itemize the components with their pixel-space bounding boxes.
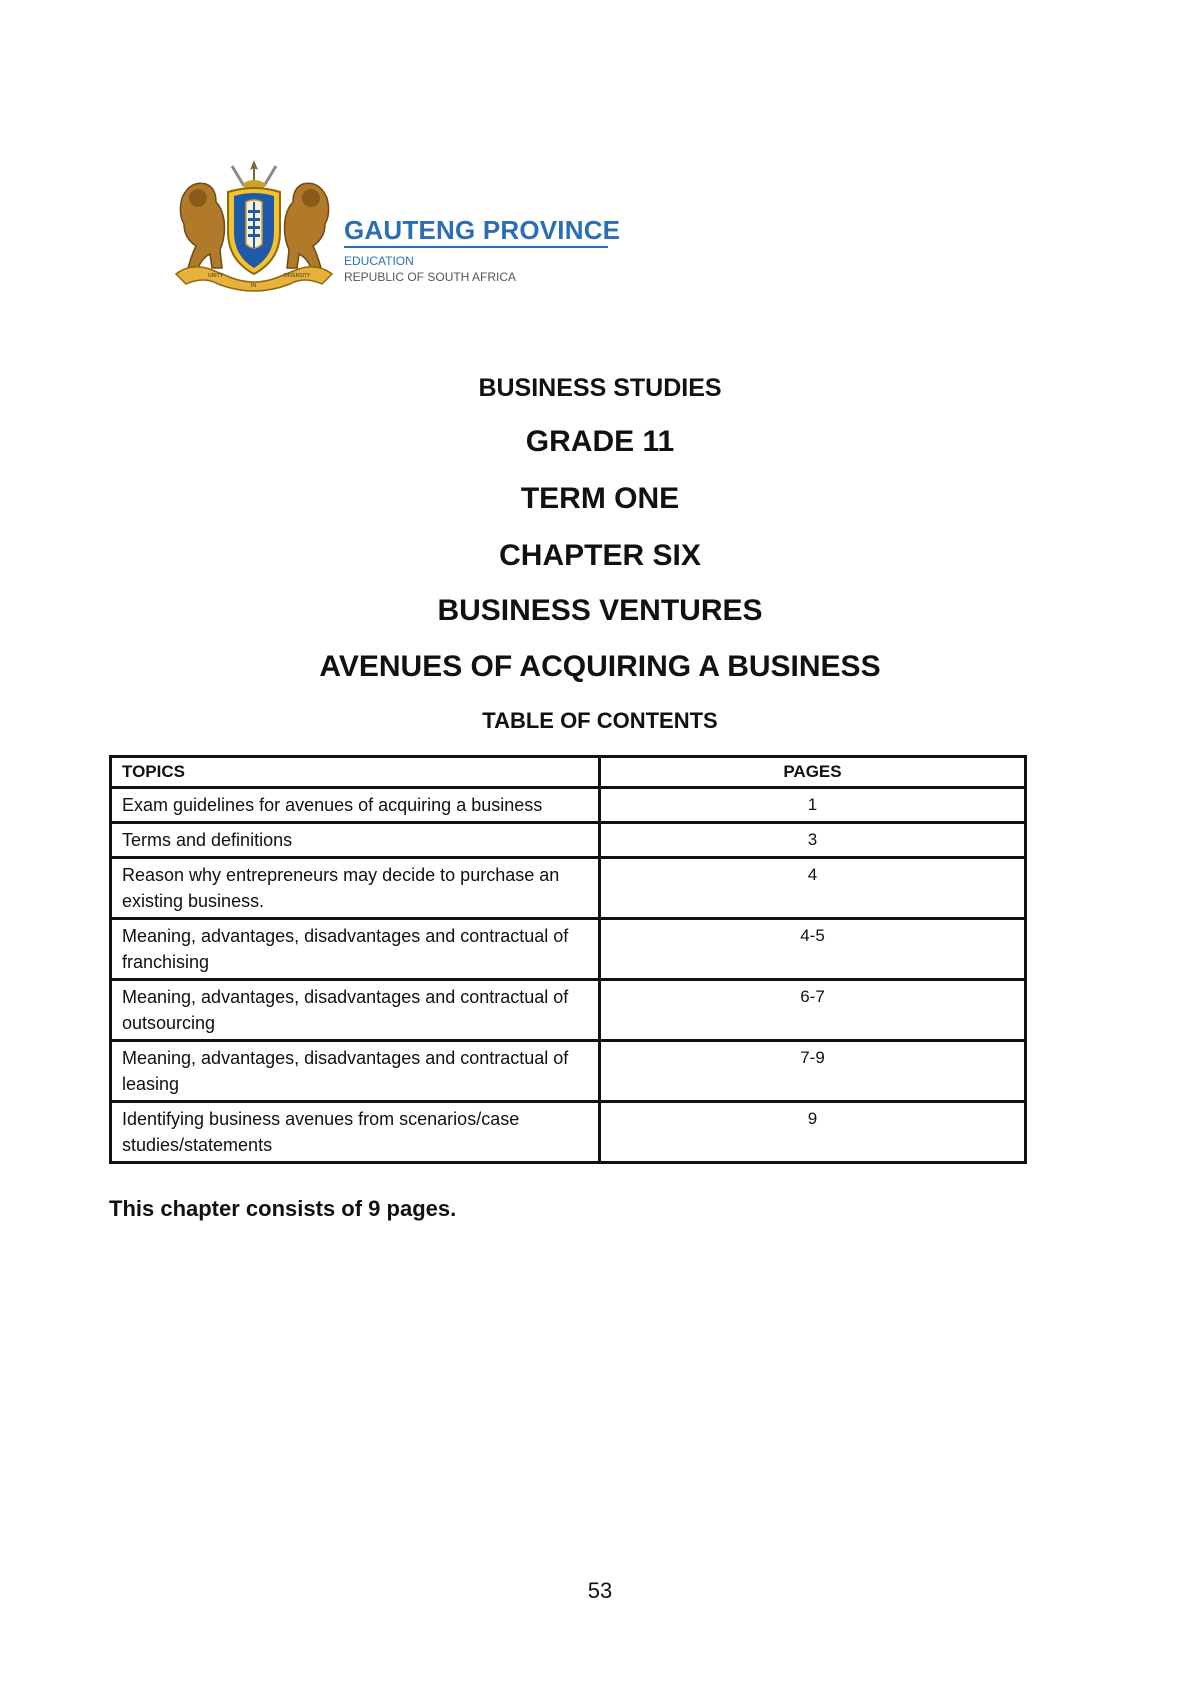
pages-cell: 6-7 xyxy=(600,980,1026,1041)
logo-country: REPUBLIC OF SOUTH AFRICA xyxy=(344,270,517,284)
table-row xyxy=(111,980,1026,1041)
chapter-heading: CHAPTER SIX xyxy=(499,539,701,572)
pages-cell: 3 xyxy=(600,823,1026,858)
crest-motto-1: UNITY xyxy=(208,273,223,279)
topic-cell: Exam guidelines for avenues of acquiring a business xyxy=(111,788,600,823)
logo-underline xyxy=(344,246,608,248)
topic-cell: Meaning, advantages, disadvantages and contractual of franchising xyxy=(111,919,600,980)
table-row xyxy=(111,919,1026,980)
table-row xyxy=(111,1102,1026,1163)
subtopic-heading: AVENUES OF ACQUIRING A BUSINESS xyxy=(319,650,881,683)
topics-column-header: TOPICS xyxy=(111,757,600,788)
topic-cell: Reason why entrepreneurs may decide to purchase an existing business. xyxy=(111,858,600,919)
pages-cell: 4 xyxy=(600,858,1026,919)
topic-heading: BUSINESS VENTURES xyxy=(437,594,763,627)
toc-title: TABLE OF CONTENTS xyxy=(482,708,718,733)
subject-heading: BUSINESS STUDIES xyxy=(478,374,722,402)
table-row xyxy=(111,788,1026,823)
table-row xyxy=(111,823,1026,858)
table-of-contents xyxy=(109,755,1027,1164)
crest-motto-2: IN xyxy=(251,283,256,289)
pages-cell: 9 xyxy=(600,1102,1026,1163)
page-number: 53 xyxy=(587,1578,613,1603)
coat-of-arms-icon xyxy=(172,158,337,293)
pages-column-header: PAGES xyxy=(600,757,1026,788)
topic-cell: Terms and definitions xyxy=(111,823,600,858)
crest-motto-3: DIVERSITY xyxy=(284,273,311,279)
grade-heading: GRADE 11 xyxy=(525,425,675,458)
logo-title: GAUTENG PROVINCE xyxy=(344,215,621,245)
pages-cell: 1 xyxy=(600,788,1026,823)
table-header-row xyxy=(111,757,1026,788)
topic-cell: Identifying business avenues from scenarios/case studies/statements xyxy=(111,1102,600,1163)
pages-cell: 7-9 xyxy=(600,1041,1026,1102)
topic-cell: Meaning, advantages, disadvantages and contractual of outsourcing xyxy=(111,980,600,1041)
chapter-length-note: This chapter consists of 9 pages. xyxy=(109,1196,457,1221)
logo-wordmark xyxy=(344,216,624,285)
term-heading: TERM ONE xyxy=(520,482,680,515)
table-row xyxy=(111,1041,1026,1102)
gauteng-logo xyxy=(172,158,622,293)
pages-cell: 4-5 xyxy=(600,919,1026,980)
logo-subtitle: EDUCATION xyxy=(344,254,414,268)
table-row xyxy=(111,858,1026,919)
topic-cell: Meaning, advantages, disadvantages and contractual of leasing xyxy=(111,1041,600,1102)
